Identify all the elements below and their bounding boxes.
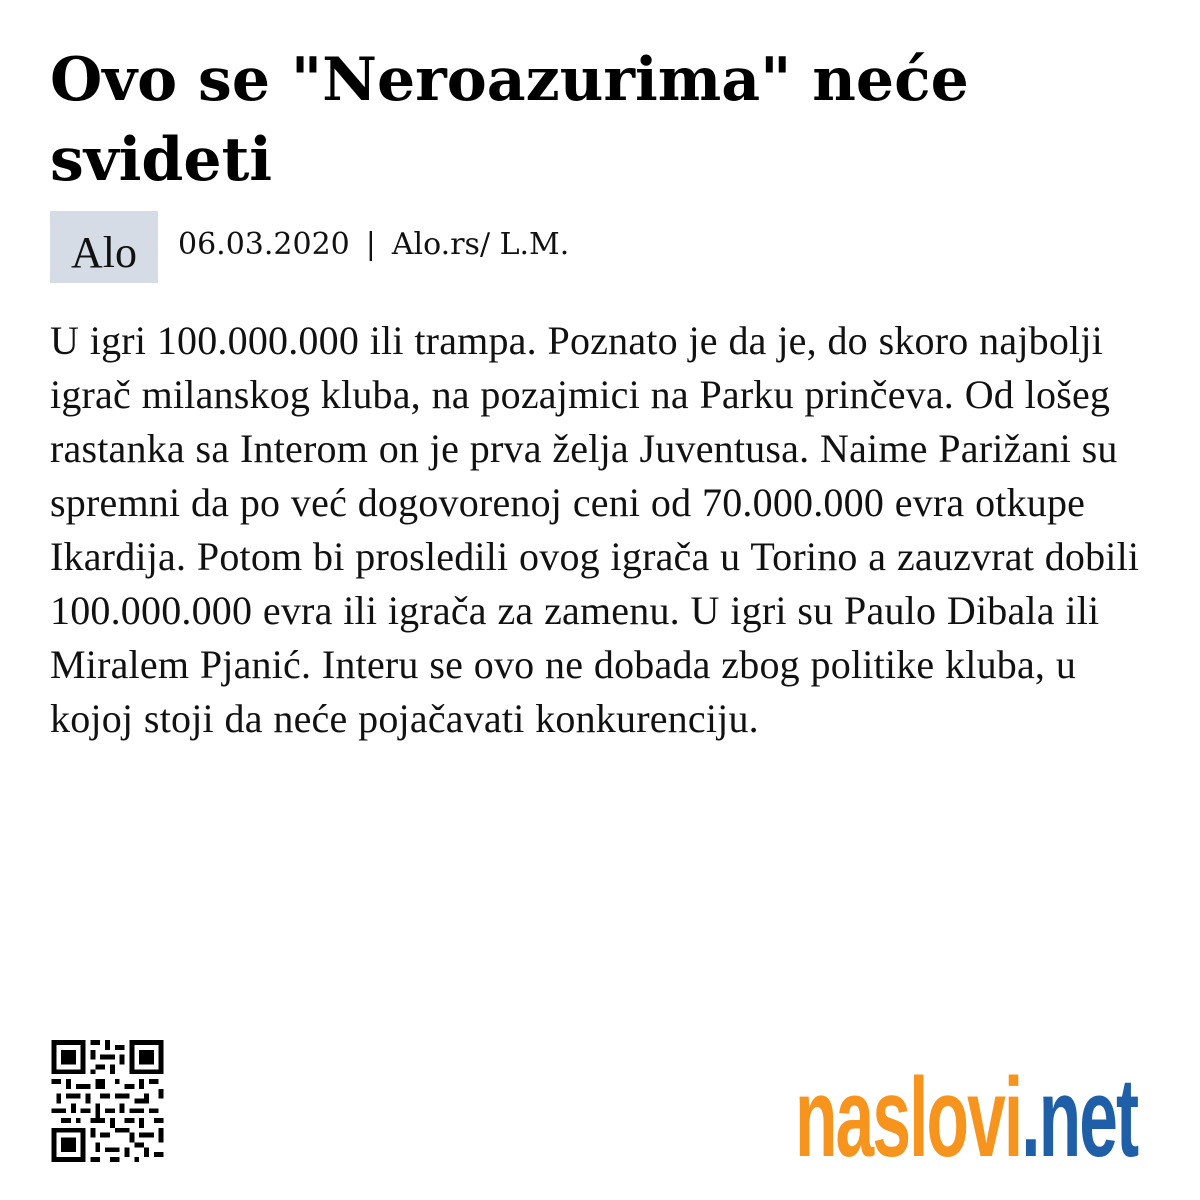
article-body: U igri 100.000.000 ili trampa. Poznato je da je, do skoro najbolji igrač milanskog kluba, na pozajmici na Parku prinčeva. Od lošeg rastanka sa Interom on je prva želja Juventusa. Naime Parižani su spremni da po već dogovorenoj ceni od 70.000.000 evra otkupe Ikardija. Potom bi prosledili ovog igrača u Torino a zauzvrat dobili 100.000.000 evra ili igrača za zamenu. U igri su Paulo Dibala ili Miralem Pjanić. Interu se ovo ne dobada zbog politike kluba, u kojoj stoji da neće pojačavati konkurenciju. (50, 318, 1140, 741)
meta-info (178, 225, 569, 265)
article-title: Ovo se "Neroazurima" neće svideti (50, 45, 969, 195)
text-fade-overlay (40, 810, 1160, 950)
naslovi-logo[interactable] (795, 1055, 1138, 1180)
publish-date: 06.03.2020 (178, 227, 350, 262)
source-badge: Alo (50, 211, 158, 283)
logo-naslovi-text: naslovi (795, 1055, 1022, 1180)
meta-separator: | (365, 227, 376, 262)
article-meta (50, 211, 569, 283)
qr-code-icon[interactable] (50, 1040, 165, 1162)
author: Alo.rs/ L.M. (391, 227, 570, 262)
logo-net-text: .net (1021, 1055, 1138, 1180)
